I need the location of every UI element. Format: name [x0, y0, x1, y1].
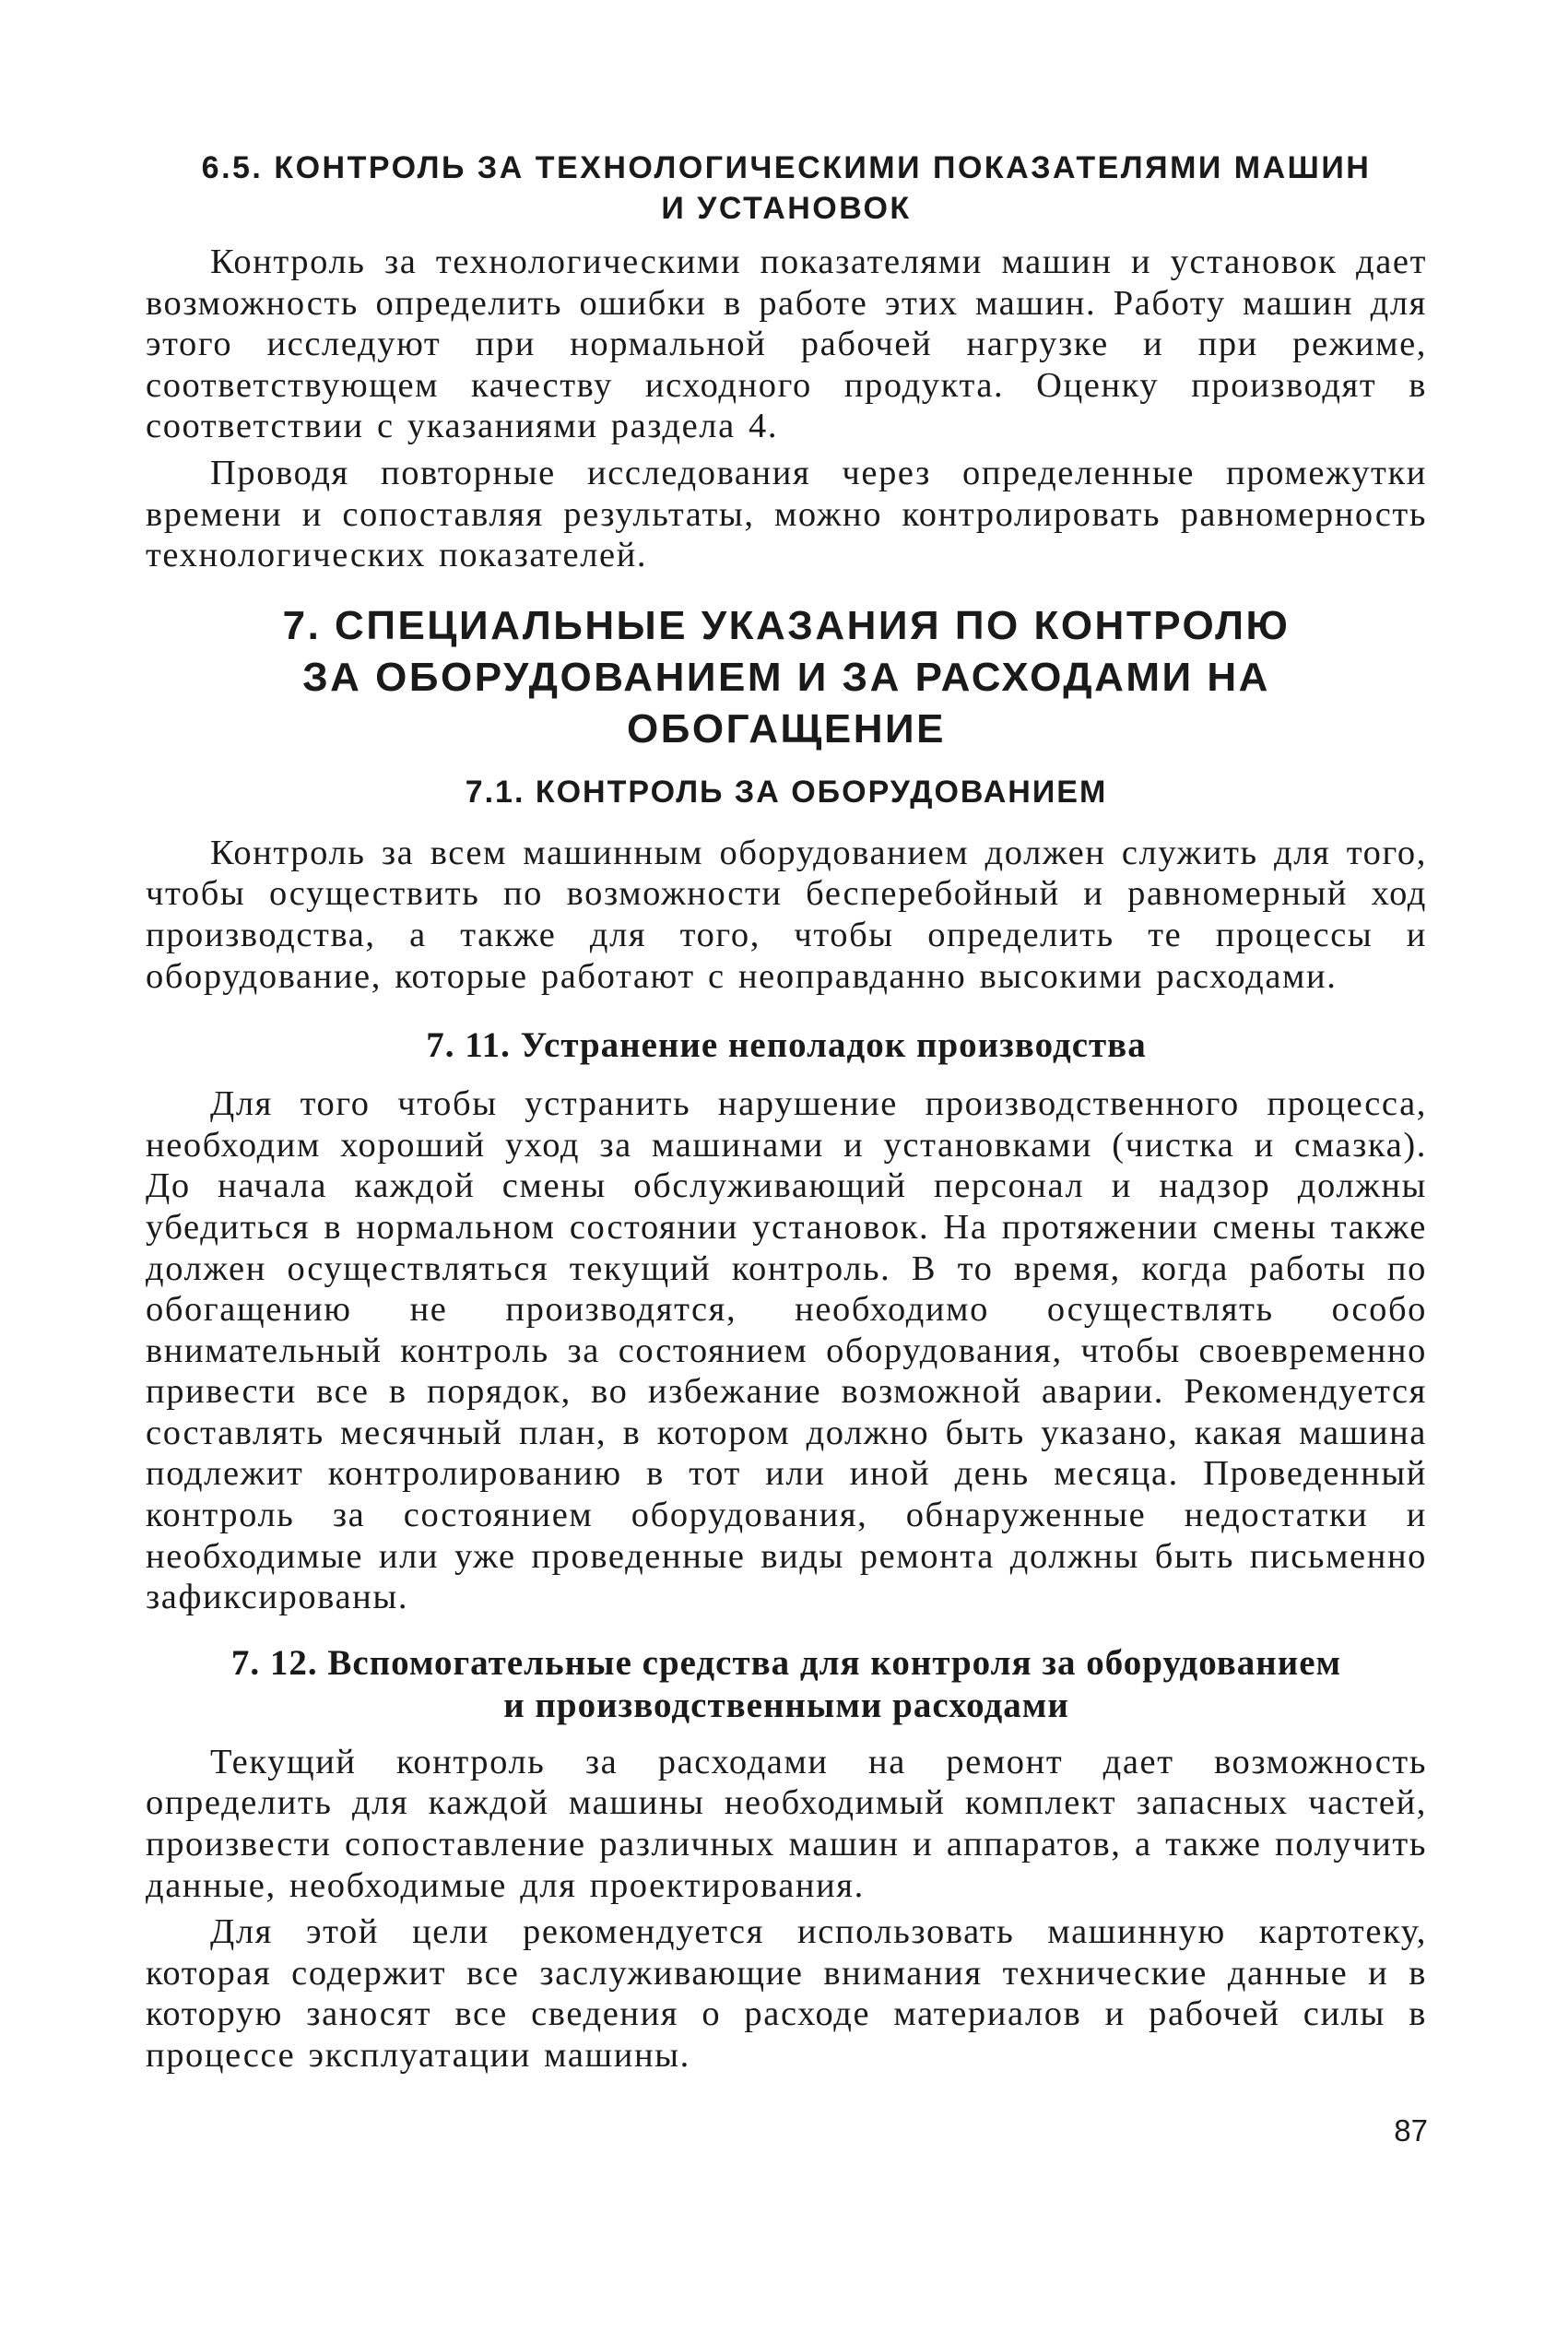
- section-6-5: [146, 148, 1427, 576]
- section-7-12-paragraph-1: Текущий контроль за расходами на ремонт дает возможность определить для каждой машины необходимый комплект запасных частей, произвести сопоставление различных машин и аппаратов, а также получить данные, необходимые для проектирования.: [146, 1742, 1427, 1905]
- chapter-7-heading-line1: 7. СПЕЦИАЛЬНЫЕ УКАЗАНИЯ ПО КОНТРОЛЮ: [282, 602, 1291, 648]
- section-7-11: [146, 1024, 1427, 1618]
- section-6-5-heading-line1: 6.5. КОНТРОЛЬ ЗА ТЕХНОЛОГИЧЕСКИМИ ПОКАЗАТЕЛЯМИ МАШИН: [201, 150, 1372, 185]
- section-7-12-paragraph-2: Для этой цели рекомендуется использовать машинную картотеку, которая содержит все заслуживающие внимания технические данные и в которую заносят все сведения о расходе материалов и рабочей силы в процессе эксплуатации машины.: [146, 1912, 1427, 2075]
- page-body: [146, 148, 1427, 2077]
- section-7-11-paragraph-1: Для того чтобы устранить нарушение производственного процесса, необходим хороший уход за машинами и установками (чистка и смазка). До начала каждой смены обслуживающий персонал и надзор должны убедиться в нормальном состоянии установок. На протяжении смены также должен осуществляться текущий контроль. В то время, когда работы по обогащению не производятся, необходимо осуществлять особо внимательный контроль за состоянием оборудования, чтобы своевременно привести все в порядок, во избежание возможной аварии. Рекомендуется составлять месячный план, в котором должно быть указано, какая машина подлежит контролированию в тот или иной день месяца. Проведенный контроль за состоянием оборудования, обнаруженные недостатки и необходимые или уже проведенные виды ремонта должны быть письменно зафиксированы.: [146, 1084, 1427, 1617]
- section-6-5-heading-line2: И УСТАНОВОК: [661, 191, 912, 226]
- section-6-5-paragraph-2: Проводя повторные исследования через определенные промежутки времени и сопоставляя результаты, можно контролировать равномерность технологических показателей.: [146, 453, 1427, 575]
- section-7-12-heading-line1: 7. 12. Вспомогательные средства для контроля за оборудованием: [230, 1642, 1342, 1683]
- page-number: 87: [1394, 2113, 1428, 2148]
- section-7-12-heading-line2: и производственными расходами: [503, 1685, 1069, 1725]
- section-6-5-paragraph-1: Контроль за технологическими показателями машин и установок дает возможность определить ошибки в работе этих машин. Работу машин для этого исследуют при нормальной рабочей нагрузке и при режиме, соответствующем качеству исходного продукта. Оценку производят в соответствии с указаниями раздела 4.: [146, 243, 1427, 446]
- section-7-1-heading: 7.1. КОНТРОЛЬ ЗА ОБОРУДОВАНИЕМ: [465, 774, 1108, 810]
- section-7-1: [146, 772, 1427, 997]
- chapter-7: [146, 600, 1427, 755]
- chapter-7-heading-line2: ЗА ОБОРУДОВАНИЕМ И ЗА РАСХОДАМИ НА ОБОГАЩЕНИЕ: [302, 654, 1270, 751]
- section-7-12: [146, 1642, 1427, 2077]
- section-7-11-heading: 7. 11. Устранение неполадок производства: [426, 1025, 1147, 1066]
- section-7-1-paragraph-1: Контроль за всем машинным оборудованием должен служить для того, чтобы осуществить по возможности бесперебойный и равномерный ход производства, а также для того, чтобы определить те процессы и оборудование, которые работают с неоправданно высокими расходами.: [146, 833, 1427, 996]
